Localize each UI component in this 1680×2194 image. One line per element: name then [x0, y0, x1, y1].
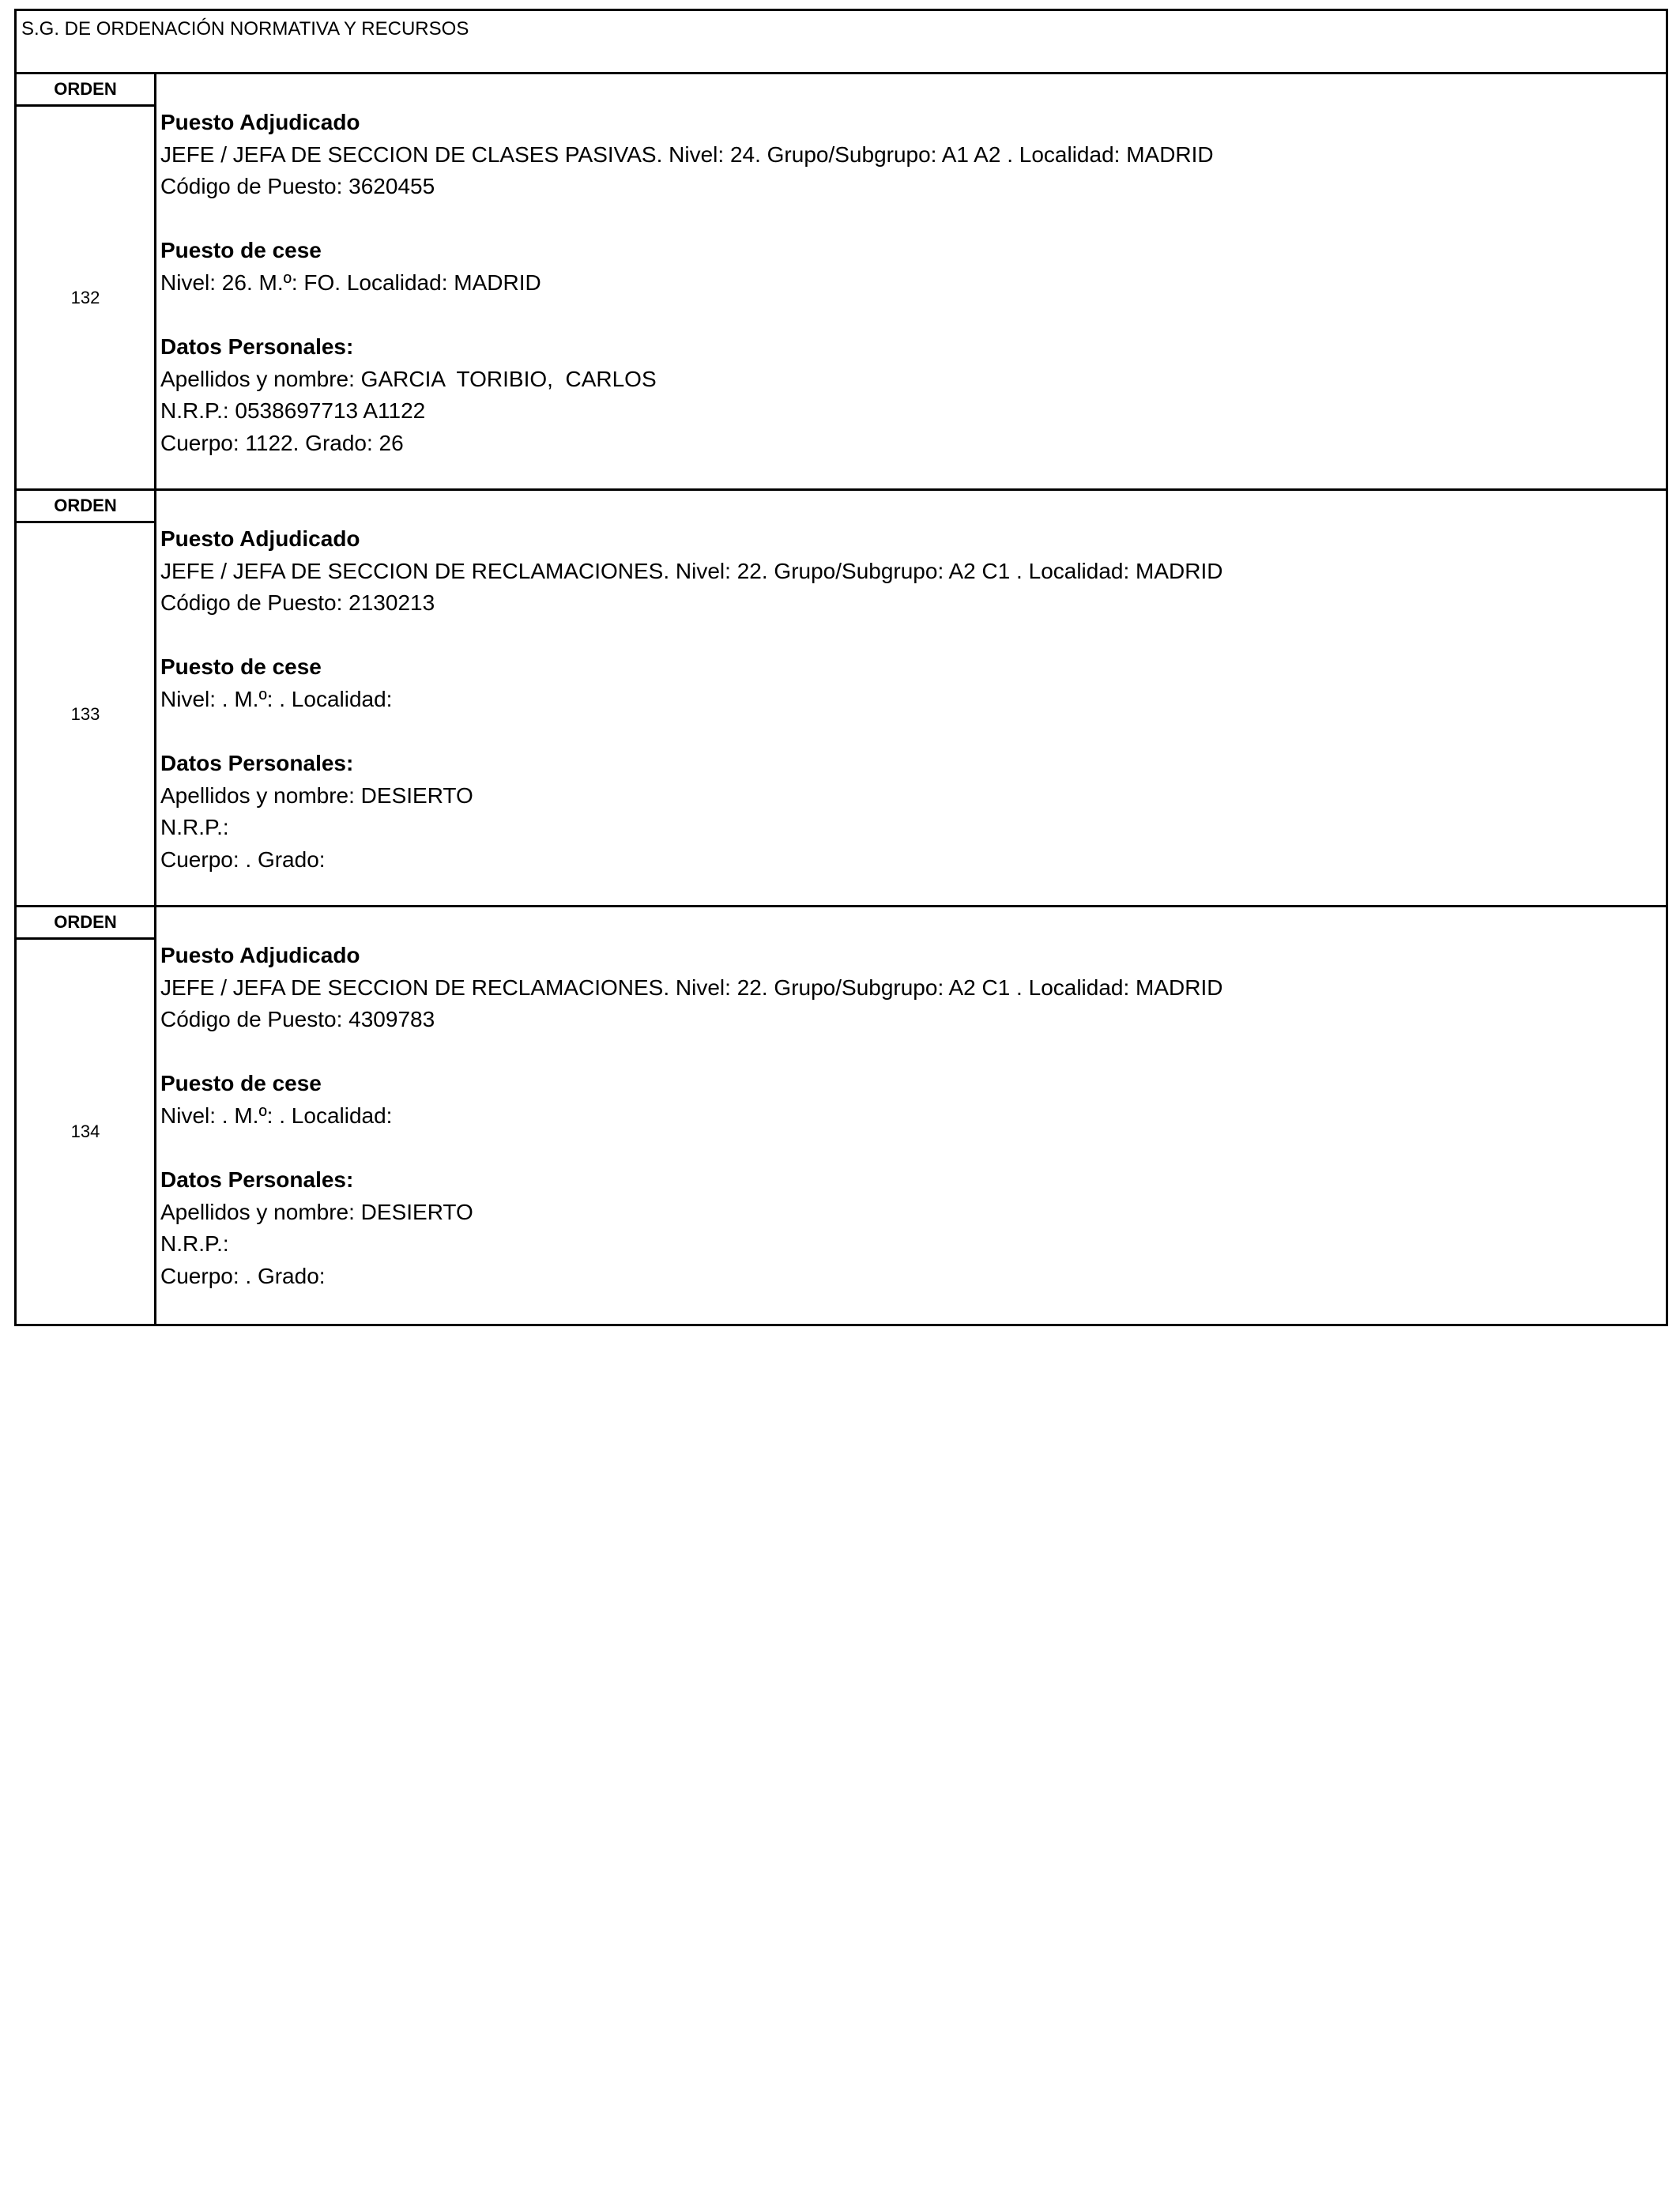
puesto-adjudicado-title: Puesto Adjudicado [160, 110, 360, 134]
spacer [160, 716, 1666, 748]
puesto-cese-desc: Nivel: . M.º: . Localidad: [160, 686, 393, 711]
entry-row [17, 491, 1666, 907]
datos-personales-title: Datos Personales: [160, 751, 354, 776]
entry-details [156, 491, 1666, 905]
section-title: S.G. DE ORDENACIÓN NORMATIVA Y RECURSOS [21, 18, 469, 40]
entry-details [156, 74, 1666, 488]
spacer [160, 1133, 1666, 1165]
orden-column [17, 491, 156, 905]
codigo-puesto: Código de Puesto: 3620455 [160, 174, 435, 199]
puesto-cese-title: Puesto de cese [160, 238, 322, 263]
puesto-adjudicado-desc: JEFE / JEFA DE SECCION DE RECLAMACIONES. Nivel: 22. Grupo/Subgrupo: A2 C1 . Localidad: MADRID [160, 558, 1223, 583]
cuerpo-grado: Cuerpo: 1122. Grado: 26 [160, 430, 404, 455]
nrp: N.R.P.: [160, 815, 229, 840]
orden-number: 132 [70, 287, 100, 307]
entry-row [17, 907, 1666, 1324]
orden-label: ORDEN [17, 907, 154, 940]
codigo-puesto: Código de Puesto: 2130213 [160, 590, 435, 616]
orden-number: 134 [70, 1122, 100, 1141]
apellidos-nombre: Apellidos y nombre: GARCIA TORIBIO, CARLOS [160, 366, 657, 391]
entry-details [156, 907, 1666, 1324]
entry-row [17, 74, 1666, 491]
apellidos-nombre: Apellidos y nombre: DESIERTO [160, 782, 473, 808]
puesto-cese-title: Puesto de cese [160, 654, 322, 680]
document-table [14, 9, 1668, 1326]
datos-personales-title: Datos Personales: [160, 1167, 354, 1193]
orden-label: ORDEN [17, 491, 154, 523]
puesto-cese-title: Puesto de cese [160, 1071, 322, 1096]
puesto-cese-desc: Nivel: . M.º: . Localidad: [160, 1103, 393, 1128]
cuerpo-grado: Cuerpo: . Grado: [160, 1263, 326, 1288]
spacer [160, 620, 1666, 652]
puesto-adjudicado-title: Puesto Adjudicado [160, 943, 360, 967]
nrp: N.R.P.: 0538697713 A1122 [160, 398, 426, 424]
datos-personales-title: Datos Personales: [160, 334, 354, 360]
puesto-adjudicado-title: Puesto Adjudicado [160, 526, 360, 551]
spacer [160, 300, 1666, 332]
codigo-puesto: Código de Puesto: 4309783 [160, 1007, 435, 1032]
orden-column [17, 907, 156, 1324]
orden-number: 133 [70, 703, 100, 724]
nrp: N.R.P.: [160, 1231, 229, 1257]
puesto-adjudicado-desc: JEFE / JEFA DE SECCION DE CLASES PASIVAS. Nivel: 24. Grupo/Subgrupo: A1 A2 . Localidad: MADRID [160, 141, 1214, 167]
spacer [160, 203, 1666, 236]
orden-label: ORDEN [17, 74, 154, 107]
spacer [160, 1036, 1666, 1069]
cuerpo-grado: Cuerpo: . Grado: [160, 846, 326, 872]
puesto-cese-desc: Nivel: 26. M.º: FO. Localidad: MADRID [160, 270, 541, 295]
section-header [17, 11, 1666, 74]
puesto-adjudicado-desc: JEFE / JEFA DE SECCION DE RECLAMACIONES. Nivel: 22. Grupo/Subgrupo: A2 C1 . Localidad: MADRID [160, 974, 1223, 1000]
apellidos-nombre: Apellidos y nombre: DESIERTO [160, 1199, 473, 1224]
orden-column [17, 74, 156, 488]
